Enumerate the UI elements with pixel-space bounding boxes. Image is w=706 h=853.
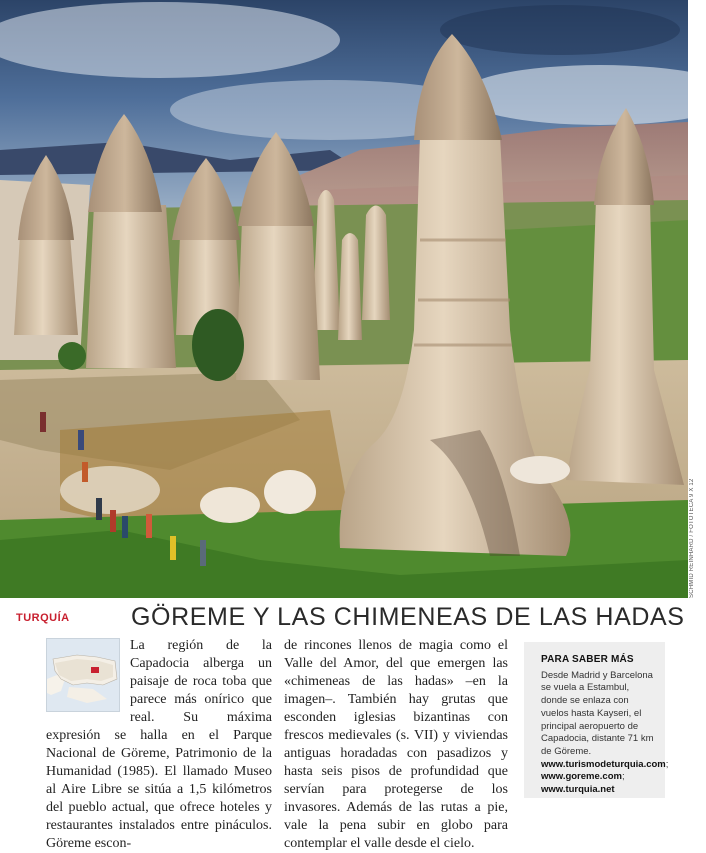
link-separator: ;	[621, 771, 625, 783]
sidebar-body	[541, 669, 669, 797]
link-turquia[interactable]: www.turquia.net	[541, 784, 615, 796]
article-title: GÖREME Y LAS CHIMENEAS DE LAS HADAS	[131, 603, 685, 631]
link-turismodeturquia[interactable]: www.turismodeturquia.com	[541, 758, 666, 770]
info-sidebar	[524, 642, 669, 798]
article-column-1-text: La región de la Capadocia alberga un paisaje de roca toba que parece más onírico que real. Su máxima expresión se halla en el Parque Nacional de Göreme, Patrimonio de la Humanidad (1985). El llamado Museo al Aire Libre se sitúa a 1,5 kilómetros del pueblo actual, que ofrece hoteles y restaurantes instalados entre pináculos. Göreme escon-	[46, 638, 272, 851]
section-label: TURQUÍA	[16, 612, 70, 624]
link-separator: ;	[665, 758, 669, 770]
article-column-2: de rincones llenos de magia como el Valle del Amor, del que emergen las «chimeneas de las hadas» –en la imagen–. También hay grutas que esconden iglesias bizantinas con frescos medievales (s. VII) y viviendas antiguas horadadas con pasadizos y hasta seis pisos de profundidad que servían para protegerse de los invasores. Además de las rutas a pie, vale la pena subir en globo para contemplar el valle desde el cielo.	[284, 638, 508, 851]
map-wrap-space	[46, 637, 130, 711]
sidebar-title: PARA SABER MÁS	[541, 654, 634, 665]
sidebar-text: Desde Madrid y Barcelona se vuela a Estambul, donde se enlaza con vuelos hasta Kayseri, el principal aeropuerto de Capadocia, distante 71 km de Göreme.	[541, 669, 654, 757]
link-goreme[interactable]: www.goreme.com	[541, 771, 622, 783]
article-column-1	[46, 637, 272, 853]
photo-credit: SCHMID REINHARD / FOTOTECA 9 X 12	[689, 478, 695, 598]
